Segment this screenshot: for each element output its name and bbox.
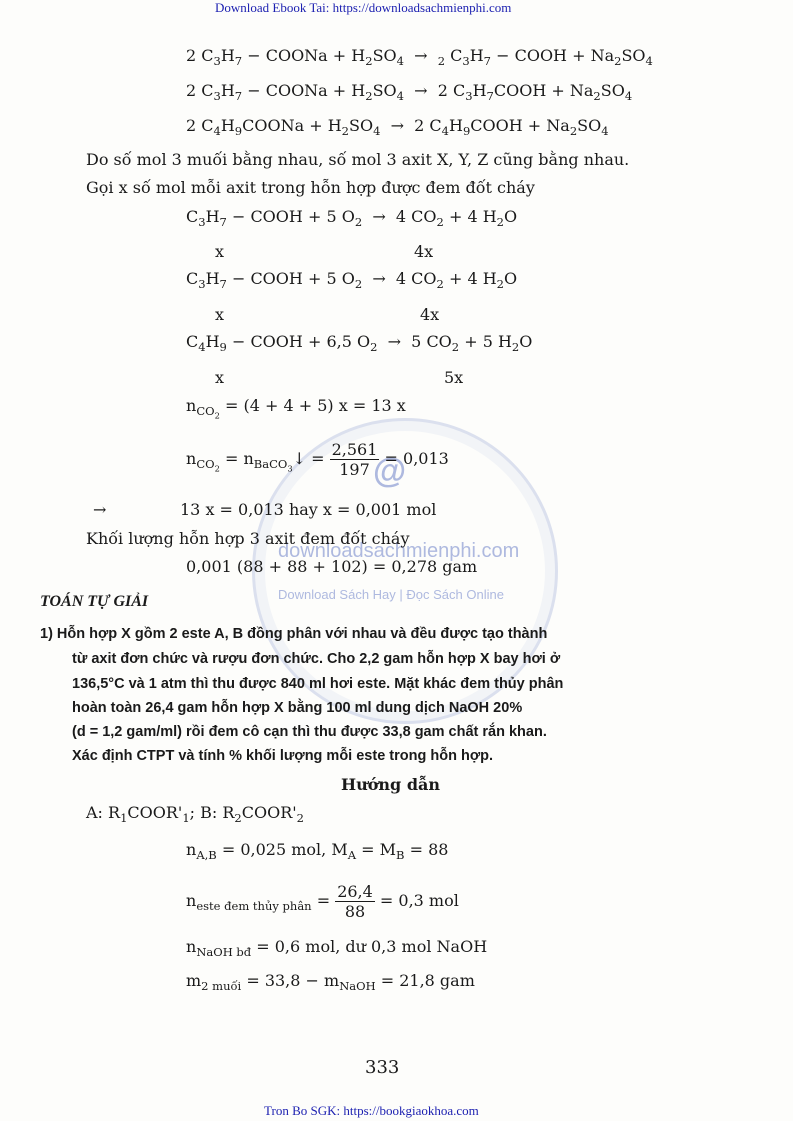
problem-line-6: Xác định CTPT và tính % khối lượng mỗi este trong hỗn hợp.	[72, 748, 494, 764]
paragraph-define-x: Gọi x số mol mỗi axit trong hỗn hợp được đem đốt cháy	[86, 178, 535, 197]
watermark-tagline: Download Sách Hay | Đọc Sách Online	[278, 587, 504, 602]
problem-line-4: hoàn toàn 26,4 gam hỗn hợp X bằng 100 ml dung dịch NaOH 20%	[72, 700, 523, 716]
page-number: 333	[365, 1057, 400, 1078]
mass-intro: Khối lượng hỗn hợp 3 axit đem đốt cháy	[86, 529, 410, 548]
paragraph-equal-moles: Do số mol 3 muối bằng nhau, số mol 3 axit X, Y, Z cũng bằng nhau.	[86, 150, 630, 169]
combustion-3: $C_4H_9$ − COOH + 6,5 $O_2 \to 5$ $CO_2 + 5$ $H_2O$	[186, 332, 533, 355]
combustion-1: $C_3H_7$ − COOH + 5 $O_2 \to 4$ $CO_2 + 4$ $H_2O$	[186, 207, 518, 230]
combustion-1-co2: 4x	[414, 242, 434, 261]
watermark-site: downloadsachmienphi.com	[278, 540, 520, 562]
arrow-icon: →	[93, 500, 107, 519]
problem-line-3: 136,5°C và 1 atm thì thu được 840 ml hơi este. Mặt khác đem thủy phân	[72, 676, 564, 692]
reaction-2: 2 $C_3H_7$ − COONa + $H_2SO_4 \to 2$ $C_3H_7COOH + Na_2SO_4$	[186, 81, 633, 104]
combustion-3-co2: 5x	[444, 368, 464, 387]
problem-line-1: 1) Hỗn hợp X gồm 2 este A, B đồng phân với nhau và đều được tạo thành	[40, 626, 548, 642]
guide-m2: $m_{2 muối} = 33,8 - m_{NaOH} = 21,8$ gam	[186, 971, 475, 994]
header-download-link[interactable]: Download Ebook Tai: https://downloadsachmienphi.com	[215, 0, 512, 15]
nco2-sum: $n_{CO_2} = (4 + 4 + 5) x = 13$ x	[186, 396, 406, 421]
footer-sgk-link[interactable]: Tron Bo SGK: https://bookgiaokhoa.com	[264, 1103, 479, 1118]
problem-line-2: từ axit đơn chức và rượu đơn chức. Cho 2,2 gam hỗn hợp X bay hơi ở	[72, 651, 561, 667]
guide-nnaoh: $n_{NaOH bđ} = 0,6$ mol, dư 0,3 mol NaOH	[186, 937, 488, 960]
guide-ab: A: $R_1COOR'_1$; B: $R_2COOR'_2$	[86, 803, 304, 826]
combustion-3-x: x	[215, 368, 225, 387]
combustion-2-co2: 4x	[420, 305, 440, 324]
mass-calc: 0,001 (88 + 88 + 102) = 0,278 gam	[186, 557, 478, 576]
combustion-2-x: x	[215, 305, 225, 324]
at-sign-book-icon: @	[373, 452, 407, 490]
reaction-1: 2 $C_3H_7$ − COONa + $H_2SO_4 \to _2$ $C_3H_7$ − COOH + $Na_2SO_4$	[186, 46, 653, 69]
combustion-2: $C_3H_7$ − COOH + 5 $O_2 \to 4$ $CO_2 + 4$ $H_2O$	[186, 269, 518, 292]
guide-title: Hướng dẫn	[341, 775, 440, 794]
nco2-baco3: $n_{CO_2}$ = $n_{BaCO_3}↓$ = $\frac{2,561}{197}$ = 0,013	[186, 440, 449, 479]
combustion-1-x: x	[215, 242, 225, 261]
fraction-baco3: $\frac{2,561}{197}$	[331, 440, 378, 479]
guide-neste: $n_{este đem thủy phân}$ = $\frac{26,4}{88}$ = 0,3 mol	[186, 882, 459, 921]
problem-line-5: (d = 1,2 gam/ml) rồi đem cô cạn thì thu được 33,8 gam chất rắn khan.	[72, 724, 547, 740]
fraction-neste: $\frac{26,4}{88}$	[337, 882, 373, 921]
guide-nab: $n_{A,B} = 0,025$ mol, $M_A = M_B = 88$	[186, 840, 449, 863]
solve-x: 13 x = 0,013 hay x = 0,001 mol	[180, 500, 437, 519]
reaction-3: 2 $C_4H_9COONa + H_2SO_4 \to 2$ $C_4H_9COOH + Na_2SO_4$	[186, 116, 609, 139]
section-title: TOÁN TỰ GIẢI	[40, 593, 149, 610]
